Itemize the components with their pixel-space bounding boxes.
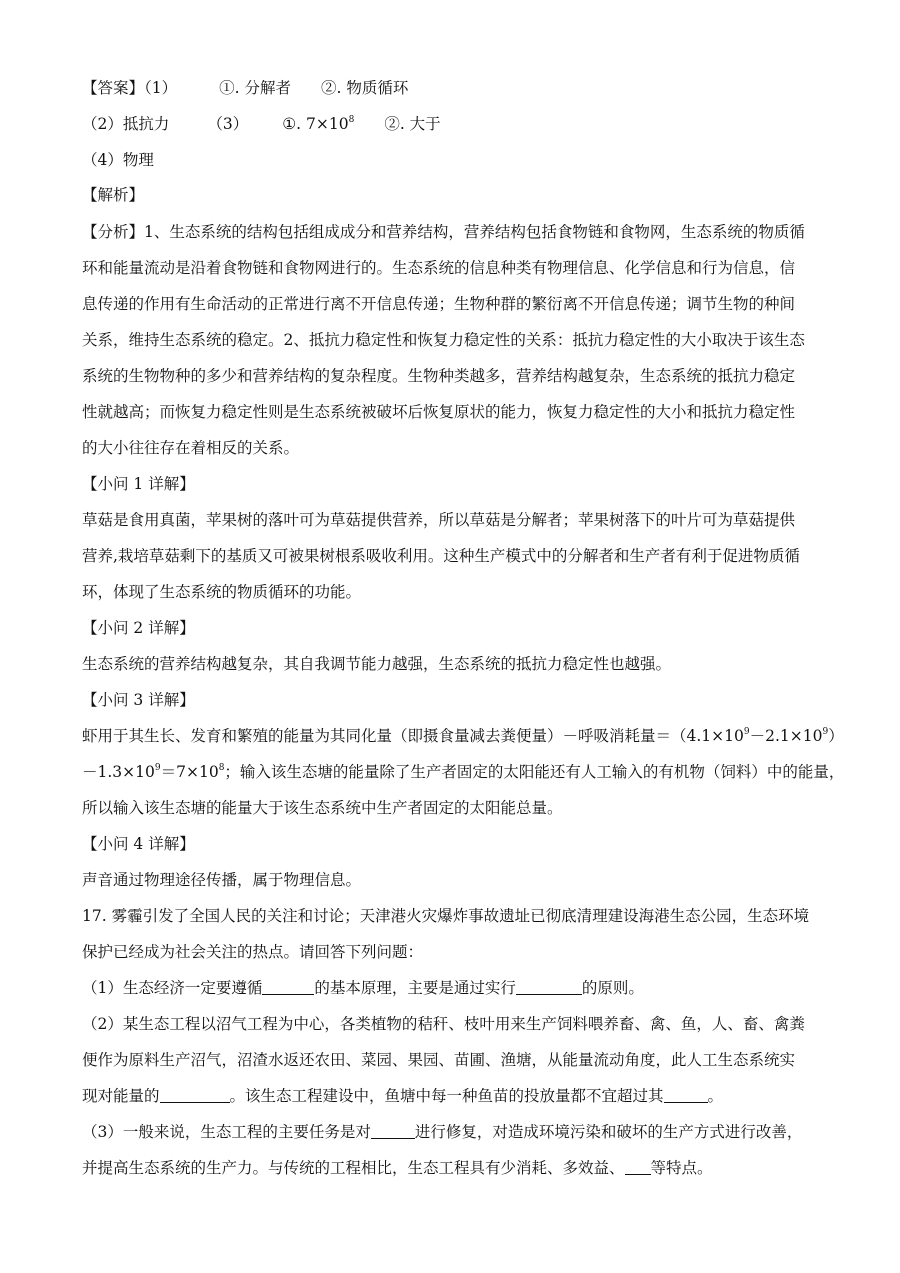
q1-detail-line: 营养,栽培草菇剩下的基质又可被果树根系吸收利用。这种生产模式中的分解者和生产者有利于促进物质循 xyxy=(82,547,800,565)
answer-q3-a-exponent: 8 xyxy=(348,115,355,125)
analysis-line: 关系，维持生态系统的稳定。2、抵抗力稳定性和恢复力稳定性的关系：抵抗力稳定性的大小取决于该生态 xyxy=(82,331,805,349)
answer-q1-b: ②. 物质循环 xyxy=(321,79,409,97)
answer-blank xyxy=(625,1160,651,1175)
answer-blank xyxy=(371,1124,415,1139)
q17-text: 。该生态工程建设中，鱼塘中每一种鱼苗的投放量都不宜超过其 xyxy=(229,1087,664,1105)
q17-text: 。 xyxy=(707,1087,724,1105)
q3-exponent: 9 xyxy=(154,763,161,773)
q1-detail-line: 环，体现了生态系统的物质循环的功能。 xyxy=(82,583,362,601)
answer-q4: （4）物理 xyxy=(82,151,154,169)
q17-text: 等特点。 xyxy=(650,1159,713,1177)
answer-line-3 xyxy=(82,150,154,170)
answer-q1: （1） xyxy=(144,79,178,97)
answer-line-1 xyxy=(82,78,408,98)
analysis-line: 性就越高；而恢复力稳定性则是生态系统被破坏后恢复原状的能力，恢复力稳定性的大小和抵抗力稳定性 xyxy=(82,403,796,421)
answer-line-2 xyxy=(82,114,441,134)
answer-blank xyxy=(664,1088,708,1103)
q17-stem-line-2: 保护已经成为社会关注的热点。请回答下列问题： xyxy=(82,943,424,961)
answer-q1-a: ①. 分解者 xyxy=(219,79,291,97)
q1-detail-tag: 【小问 1 详解】 xyxy=(82,475,195,493)
answer-q2: （2）抵抗力 xyxy=(82,115,170,133)
q17-part-1 xyxy=(82,978,644,998)
answer-q3-a: ①. 7×10 xyxy=(282,115,349,133)
answer-tag: 【答案】 xyxy=(82,79,145,97)
q3-text: －1.3×10 xyxy=(82,763,155,781)
answer-q3-b: ②. 大于 xyxy=(384,115,441,133)
q3-detail-tag: 【小问 3 详解】 xyxy=(82,691,195,709)
q1-detail-line: 草菇是食用真菌，苹果树的落叶可为草菇提供营养，所以草菇是分解者；苹果树落下的叶片可为草菇提供 xyxy=(82,511,796,529)
q3-text: －2.1×10 xyxy=(749,727,823,745)
q3-text: ） xyxy=(828,727,844,745)
analysis-tag: 【解析】 xyxy=(82,186,145,204)
analysis-line: 的大小往往存在着相反的关系。 xyxy=(82,439,300,457)
answer-q3: （3） xyxy=(207,115,249,133)
q17-text: 的原则。 xyxy=(581,979,644,997)
answer-blank xyxy=(516,980,582,995)
q17-text: 进行修复，对造成环境污染和破坏的生产方式进行改善， xyxy=(414,1123,803,1141)
q4-detail-tag: 【小问 4 详解】 xyxy=(82,835,195,853)
q2-detail-line: 生态系统的营养结构越复杂，其自我调节能力越强，生态系统的抵抗力稳定性也越强。 xyxy=(82,655,672,673)
q17-text: 现对能量的 xyxy=(82,1087,160,1105)
q17-text: （3）一般来说，生态工程的主要任务是对 xyxy=(82,1123,371,1141)
q17-stem-line-1: 17. 雾霾引发了全国人民的关注和讨论；天津港火灾爆炸事故遗址已彻底清理建设海港生态公园，生态环境 xyxy=(82,907,810,925)
q3-exponent: 8 xyxy=(218,763,225,773)
answer-blank xyxy=(262,980,314,995)
q17-text: 并提高生态系统的生产力。与传统的工程相比，生态工程具有少消耗、多效益、 xyxy=(82,1159,625,1177)
q17-text: 的基本原理，主要是通过实行 xyxy=(314,979,516,997)
q17-part-2-line-1: （2）某生态工程以沼气工程为中心，各类植物的秸秆、枝叶用来生产饲料喂养畜、禽、鱼，人、畜、禽粪 xyxy=(82,1015,805,1033)
q3-detail-line-1 xyxy=(82,726,844,746)
analysis-line: 【分析】1、生态系统的结构包括组成成分和营养结构，营养结构包括食物链和食物网，生态系统的物质循 xyxy=(82,223,805,241)
q3-text: ；输入该生态塘的能量除了生产者固定的太阳能还有人工输入的有机物（饲料）中的能量， xyxy=(224,763,845,781)
analysis-line: 环和能量流动是沿着食物链和食物网进行的。生态系统的信息种类有物理信息、化学信息和行为信息，信 xyxy=(82,259,796,277)
q4-detail-line: 声音通过物理途径传播，属于物理信息。 xyxy=(82,871,362,889)
q17-part-2-line-2: 便作为原料生产沼气，沼渣水返还农田、菜园、果园、苗圃、渔塘，从能量流动角度，此人工生态系统实 xyxy=(82,1051,796,1069)
q17-part-2-line-3 xyxy=(82,1086,723,1106)
analysis-line: 系统的生物物种的多少和营养结构的复杂程度。生物种类越多，营养结构越复杂，生态系统的抵抗力稳定 xyxy=(82,367,796,385)
q17-part-3-line-2 xyxy=(82,1158,713,1178)
analysis-line: 息传递的作用有生命活动的正常进行离不开信息传递；生物种群的繁衍离不开信息传递；调节生物的种间 xyxy=(82,295,796,313)
q3-text: ＝7×10 xyxy=(160,763,219,781)
answer-blank xyxy=(160,1088,230,1103)
q3-detail-line-2 xyxy=(82,762,844,782)
q3-text: 虾用于其生长、发育和繁殖的能量为其同化量（即摄食量减去粪便量）－呼吸消耗量＝（4.1×10 xyxy=(82,727,744,745)
q17-part-3-line-1 xyxy=(82,1122,802,1142)
q3-detail-line-3: 所以输入该生态塘的能量大于该生态系统中生产者固定的太阳能总量。 xyxy=(82,799,563,817)
q3-exponent: 9 xyxy=(743,727,750,737)
q17-text: （1）生态经济一定要遵循 xyxy=(82,979,263,997)
q2-detail-tag: 【小问 2 详解】 xyxy=(82,619,195,637)
q3-exponent: 9 xyxy=(822,727,829,737)
